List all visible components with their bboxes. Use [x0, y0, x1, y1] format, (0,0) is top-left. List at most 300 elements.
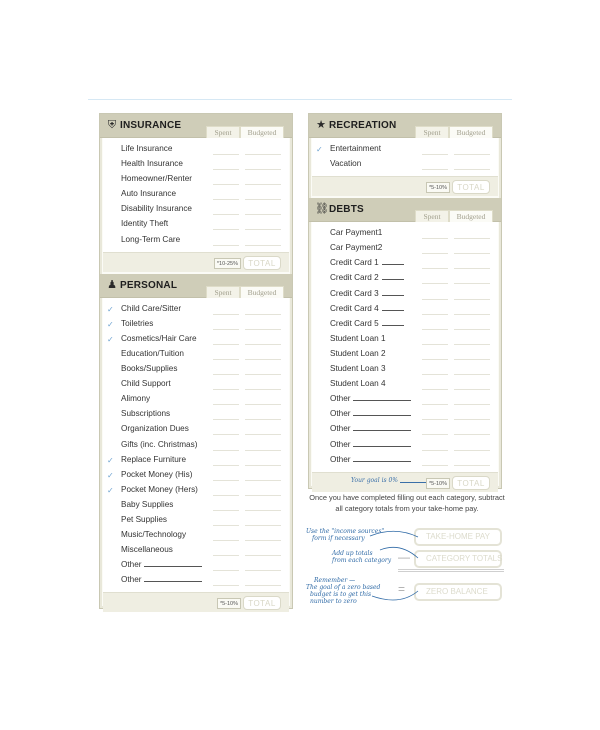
spent-column-header: Spent — [415, 210, 449, 222]
row-label-text: Child Care/Sitter — [121, 303, 182, 313]
column-tabs — [415, 210, 493, 222]
spent-field[interactable] — [213, 214, 239, 215]
budgeted-field[interactable] — [245, 154, 281, 155]
percentage-guide: *10-25% — [214, 258, 241, 269]
table-row — [312, 287, 498, 302]
row-label — [121, 515, 167, 524]
checkmark-icon: ✓ — [107, 334, 114, 344]
row-label — [330, 289, 404, 298]
spent-field[interactable] — [422, 299, 448, 300]
table-row — [103, 453, 289, 468]
spent-field[interactable] — [213, 525, 239, 526]
table-row — [103, 157, 289, 172]
checkmark-icon: ✓ — [316, 145, 323, 154]
top-divider — [88, 99, 512, 100]
budgeted-field[interactable] — [454, 419, 490, 420]
row-label-text: Car Payment2 — [330, 243, 383, 253]
row-label-text: Identity Theft — [121, 219, 169, 229]
row-label — [330, 159, 361, 168]
row-label-text: Other — [330, 394, 351, 404]
row-label-text: Alimony — [121, 394, 151, 404]
row-label-text: Life Insurance — [121, 144, 173, 153]
checkmark-icon: ✓ — [107, 485, 114, 495]
section-title: DEBTS — [329, 204, 364, 216]
budgeted-field[interactable] — [245, 344, 281, 345]
row-label-text: Organization Dues — [121, 424, 189, 434]
row-label-text: Replace Furniture — [121, 454, 187, 464]
spent-field[interactable] — [213, 465, 239, 466]
row-label-text: Credit Card 3 — [330, 288, 379, 298]
note-line: Add up totals — [332, 550, 373, 557]
table-row — [312, 142, 498, 157]
row-label-text: Disability Insurance — [121, 204, 192, 214]
budgeted-field[interactable] — [245, 214, 281, 215]
spent-field[interactable] — [213, 314, 239, 315]
row-label-text: Auto Insurance — [121, 189, 177, 199]
table-row — [312, 392, 498, 407]
table-row — [103, 483, 289, 498]
budgeted-field[interactable] — [245, 389, 281, 390]
row-label — [121, 575, 202, 584]
category-totals-field[interactable] — [414, 550, 502, 568]
budgeted-field[interactable] — [454, 253, 490, 254]
budgeted-field[interactable] — [454, 344, 490, 345]
table-row — [103, 362, 289, 377]
take-home-pay-label: TAKE-HOME PAY — [426, 532, 491, 541]
row-label-text: Education/Tuition — [121, 348, 184, 358]
insurance-total-field[interactable]: TOTAL — [243, 256, 281, 270]
row-label — [121, 455, 186, 464]
row-label — [330, 304, 404, 313]
budgeted-field[interactable] — [454, 465, 490, 466]
spent-field[interactable] — [213, 229, 239, 230]
spent-field[interactable] — [213, 245, 239, 246]
table-row — [312, 347, 498, 362]
table-row — [103, 142, 289, 157]
budgeted-field[interactable] — [454, 268, 490, 269]
budgeted-field[interactable] — [245, 374, 281, 375]
row-label — [121, 174, 192, 183]
row-label — [121, 440, 197, 449]
spent-field[interactable] — [422, 344, 448, 345]
table-row — [103, 317, 289, 332]
checkmark-icon: ✓ — [107, 455, 114, 465]
row-label — [330, 424, 411, 433]
table-row — [103, 422, 289, 437]
spent-field[interactable] — [213, 344, 239, 345]
checkmark-icon: ✓ — [107, 304, 114, 314]
write-in-blank[interactable] — [353, 409, 411, 416]
budgeted-field[interactable] — [454, 238, 490, 239]
write-in-blank[interactable] — [382, 304, 404, 311]
note-line: form if necessary — [312, 535, 365, 542]
row-label-text: Other — [330, 454, 351, 464]
spent-field[interactable] — [422, 238, 448, 239]
budgeted-field[interactable] — [454, 154, 490, 155]
spent-field[interactable] — [422, 253, 448, 254]
spent-field[interactable] — [422, 169, 448, 170]
table-row — [312, 317, 498, 332]
budgeted-column-header: Budgeted — [240, 126, 284, 138]
row-label — [121, 364, 177, 373]
table-row — [103, 513, 289, 528]
row-label-text: Gifts (inc. Christmas) — [121, 439, 198, 449]
row-label — [121, 500, 173, 509]
budgeted-field[interactable] — [245, 495, 281, 496]
budgeted-field[interactable] — [454, 169, 490, 170]
shield-icon: ⛨ — [107, 119, 117, 131]
table-row — [103, 377, 289, 392]
personal-total-field[interactable]: TOTAL — [243, 596, 281, 610]
category-totals-label: CATEGORY TOTALS — [426, 554, 503, 563]
section-title: RECREATION — [329, 120, 397, 131]
write-in-blank[interactable] — [382, 273, 404, 280]
spent-field[interactable] — [213, 169, 239, 170]
row-label — [121, 394, 150, 403]
spent-field[interactable] — [213, 154, 239, 155]
row-label-text: Child Support — [121, 379, 171, 389]
personal-rows — [103, 298, 289, 593]
budgeted-column-header: Budgeted — [240, 286, 284, 298]
spent-field[interactable] — [213, 555, 239, 556]
row-label — [121, 470, 192, 479]
table-row — [103, 217, 289, 232]
table-row — [312, 241, 498, 256]
budgeted-field[interactable] — [454, 434, 490, 435]
budgeted-field[interactable] — [245, 404, 281, 405]
zero-balance-field[interactable] — [414, 583, 502, 601]
row-label-text: Credit Card 2 — [330, 273, 379, 283]
row-label — [121, 219, 168, 228]
note-line: number to zero — [310, 598, 357, 605]
row-label-text: Other — [330, 409, 351, 419]
row-label — [330, 409, 411, 418]
percentage-guide: *5-10% — [426, 478, 450, 489]
write-in-blank[interactable] — [144, 560, 202, 567]
debts-section — [309, 198, 501, 492]
personal-header — [100, 274, 292, 298]
chain-icon: ⛓ — [315, 203, 329, 216]
equals-sign: = — [398, 582, 406, 596]
spent-field[interactable] — [422, 465, 448, 466]
row-label-text: Vacation — [330, 159, 362, 169]
spent-field[interactable] — [213, 419, 239, 420]
row-label — [121, 485, 198, 494]
row-label-text: Credit Card 5 — [330, 318, 379, 328]
recreation-section — [309, 114, 501, 196]
table-row — [103, 187, 289, 202]
row-label — [121, 560, 202, 569]
table-row — [103, 233, 289, 248]
row-label — [330, 349, 386, 358]
row-label-text: Entertainment — [330, 144, 381, 153]
percentage-guide: *5-10% — [426, 182, 450, 193]
note-line: from each category — [332, 557, 392, 564]
row-label-text: Other — [121, 575, 142, 585]
row-label — [121, 334, 197, 343]
spent-field[interactable] — [422, 419, 448, 420]
write-in-blank[interactable] — [353, 394, 411, 401]
table-row — [103, 302, 289, 317]
spent-field[interactable] — [213, 184, 239, 185]
row-label-text: Books/Supplies — [121, 364, 178, 374]
row-label-text: Student Loan 4 — [330, 379, 386, 389]
spent-field[interactable] — [422, 154, 448, 155]
spent-field[interactable] — [422, 434, 448, 435]
table-row — [103, 528, 289, 543]
row-label — [121, 159, 183, 168]
recreation-rows — [312, 138, 498, 176]
note-line: budget is to get this — [310, 591, 372, 598]
spent-field[interactable] — [213, 480, 239, 481]
spent-field[interactable] — [213, 540, 239, 541]
row-label — [121, 349, 184, 358]
spent-field[interactable] — [422, 283, 448, 284]
row-label-text: Toiletries — [121, 318, 154, 328]
percentage-guide: *5-10% — [217, 598, 241, 609]
write-in-blank[interactable] — [382, 319, 404, 326]
spent-field[interactable] — [213, 359, 239, 360]
row-label — [330, 258, 404, 267]
note-line: Use the "income sources" — [306, 528, 385, 535]
row-label — [330, 273, 404, 282]
row-label — [330, 440, 411, 449]
row-label-text: Long-Term Care — [121, 234, 181, 244]
spent-field[interactable] — [213, 495, 239, 496]
row-label — [330, 243, 382, 252]
table-row — [103, 392, 289, 407]
table-row — [103, 438, 289, 453]
row-label-text: Credit Card 4 — [330, 303, 379, 313]
budgeted-field[interactable] — [245, 314, 281, 315]
insurance-footer — [103, 252, 289, 272]
row-label-text: Student Loan 2 — [330, 348, 386, 358]
spent-field[interactable] — [422, 314, 448, 315]
row-label — [121, 319, 153, 328]
checkmark-icon: ✓ — [107, 470, 114, 480]
spent-field[interactable] — [422, 450, 448, 451]
row-label — [121, 304, 181, 313]
budgeted-field[interactable] — [454, 359, 490, 360]
annotation-arrows — [300, 520, 420, 610]
row-label-text: Other — [330, 424, 351, 434]
budgeted-field[interactable] — [245, 169, 281, 170]
spent-field[interactable] — [422, 268, 448, 269]
budgeted-field[interactable] — [245, 245, 281, 246]
section-title: PERSONAL — [120, 279, 178, 291]
instructions-text: Once you have completed filling out each category, subtract all category totals from your take-home pay. — [309, 493, 505, 513]
checkmark-icon: ✓ — [107, 319, 114, 329]
note-line: The goal of a zero based — [306, 584, 381, 591]
table-row — [312, 302, 498, 317]
budgeted-field[interactable] — [245, 419, 281, 420]
row-label — [121, 204, 192, 213]
write-in-blank[interactable] — [144, 575, 202, 582]
budgeted-field[interactable] — [454, 314, 490, 315]
table-row — [312, 226, 498, 241]
budgeted-field[interactable] — [245, 510, 281, 511]
spent-field[interactable] — [213, 450, 239, 451]
budgeted-field[interactable] — [245, 329, 281, 330]
budgeted-field[interactable] — [245, 199, 281, 200]
row-label — [330, 379, 386, 388]
table-row — [312, 256, 498, 271]
table-row — [103, 573, 289, 588]
row-label-text: Student Loan 3 — [330, 364, 386, 374]
recreation-footer — [312, 176, 498, 196]
row-label-text: Car Payment1 — [330, 228, 383, 238]
spent-field[interactable] — [422, 329, 448, 330]
row-label — [121, 144, 172, 153]
person-icon: ♟ — [107, 278, 117, 291]
spent-field[interactable] — [213, 585, 239, 586]
take-home-pay-field[interactable] — [414, 528, 502, 546]
running-person-icon: ★ — [316, 119, 326, 131]
spent-field[interactable] — [213, 404, 239, 405]
row-label — [121, 424, 189, 433]
debts-footer — [312, 472, 498, 492]
spent-field[interactable] — [213, 510, 239, 511]
table-row — [312, 453, 498, 468]
budgeted-column-header: Budgeted — [449, 126, 493, 138]
spent-field[interactable] — [213, 570, 239, 571]
column-tabs — [415, 126, 493, 138]
row-label — [330, 334, 386, 343]
spent-field[interactable] — [422, 389, 448, 390]
table-row — [103, 202, 289, 217]
table-row — [312, 157, 498, 172]
row-label — [330, 394, 411, 403]
budgeted-field[interactable] — [245, 359, 281, 360]
row-label — [330, 144, 381, 153]
budgeted-field[interactable] — [245, 570, 281, 571]
table-row — [312, 422, 498, 437]
table-row — [103, 468, 289, 483]
row-label-text: Pocket Money (Hers) — [121, 484, 198, 494]
spent-column-header: Spent — [206, 126, 240, 138]
table-row — [312, 271, 498, 286]
budgeted-field[interactable] — [245, 465, 281, 466]
table-row — [103, 498, 289, 513]
table-row — [312, 362, 498, 377]
spent-field[interactable] — [422, 359, 448, 360]
budgeted-field[interactable] — [454, 389, 490, 390]
spent-field[interactable] — [422, 404, 448, 405]
spent-field[interactable] — [213, 199, 239, 200]
row-label-text: Music/Technology — [121, 530, 187, 540]
column-tabs — [206, 126, 284, 138]
budgeted-column-header: Budgeted — [449, 210, 493, 222]
table-row — [103, 407, 289, 422]
minus-sign: — — [398, 550, 410, 564]
row-label-text: Student Loan 1 — [330, 333, 386, 343]
table-row — [312, 407, 498, 422]
spent-column-header: Spent — [206, 286, 240, 298]
write-in-blank[interactable] — [382, 289, 404, 296]
row-label — [330, 364, 386, 373]
debts-rows — [312, 222, 498, 472]
spent-field[interactable] — [422, 374, 448, 375]
column-tabs — [206, 286, 284, 298]
table-row — [312, 377, 498, 392]
debts-header — [309, 198, 501, 222]
row-label — [330, 455, 411, 464]
row-label-text: Credit Card 1 — [330, 258, 379, 268]
budgeted-field[interactable] — [454, 329, 490, 330]
budgeted-field[interactable] — [454, 374, 490, 375]
debts-total-field[interactable]: TOTAL — [452, 476, 490, 490]
row-label-text: Miscellaneous — [121, 545, 173, 555]
right-panel — [308, 113, 502, 489]
budgeted-field[interactable] — [245, 585, 281, 586]
row-label-text: Subscriptions — [121, 409, 171, 419]
row-label-text: Homeowner/Renter — [121, 174, 192, 184]
budgeted-field[interactable] — [454, 404, 490, 405]
budgeted-field[interactable] — [245, 229, 281, 230]
row-label — [121, 235, 180, 244]
table-row — [103, 172, 289, 187]
insurance-section — [100, 114, 292, 272]
row-label — [121, 530, 186, 539]
left-panel — [99, 113, 293, 609]
write-in-blank[interactable] — [353, 440, 411, 447]
zero-balance-label: ZERO BALANCE — [426, 587, 488, 596]
row-label-text: Cosmetics/Hair Care — [121, 333, 197, 343]
budgeted-field[interactable] — [245, 184, 281, 185]
budgeted-field[interactable] — [245, 480, 281, 481]
row-label-text: Pet Supplies — [121, 514, 167, 524]
insurance-header — [100, 114, 292, 138]
budgeted-field[interactable] — [245, 434, 281, 435]
spent-field[interactable] — [213, 374, 239, 375]
row-label — [330, 319, 404, 328]
write-in-blank[interactable] — [353, 455, 411, 462]
table-row — [103, 347, 289, 362]
budgeted-field[interactable] — [454, 283, 490, 284]
budgeted-field[interactable] — [245, 555, 281, 556]
table-row — [103, 558, 289, 573]
write-in-blank[interactable] — [382, 258, 404, 265]
row-label — [121, 189, 176, 198]
write-in-blank[interactable] — [353, 424, 411, 431]
row-label — [121, 379, 171, 388]
row-label-text: Health Insurance — [121, 159, 183, 169]
table-row — [103, 332, 289, 347]
spent-field[interactable] — [213, 329, 239, 330]
section-title: INSURANCE — [120, 120, 182, 131]
row-label-text: Other — [330, 439, 351, 449]
recreation-total-field[interactable]: TOTAL — [452, 180, 490, 194]
row-label — [121, 545, 173, 554]
spent-column-header: Spent — [415, 126, 449, 138]
spent-field[interactable] — [213, 389, 239, 390]
budgeted-field[interactable] — [454, 299, 490, 300]
table-row — [312, 332, 498, 347]
insurance-rows — [103, 138, 289, 252]
spent-field[interactable] — [213, 434, 239, 435]
row-label-text: Baby Supplies — [121, 499, 174, 509]
row-label-text: Pocket Money (His) — [121, 469, 193, 479]
note-line: Remember — — [314, 577, 356, 584]
row-label — [121, 409, 170, 418]
budgeted-field[interactable] — [454, 450, 490, 451]
goal-note: Your goal is 0% — [351, 476, 398, 484]
personal-section — [100, 274, 292, 613]
budgeted-field[interactable] — [245, 540, 281, 541]
row-label — [330, 228, 382, 237]
budgeted-field[interactable] — [245, 450, 281, 451]
budgeted-field[interactable] — [245, 525, 281, 526]
